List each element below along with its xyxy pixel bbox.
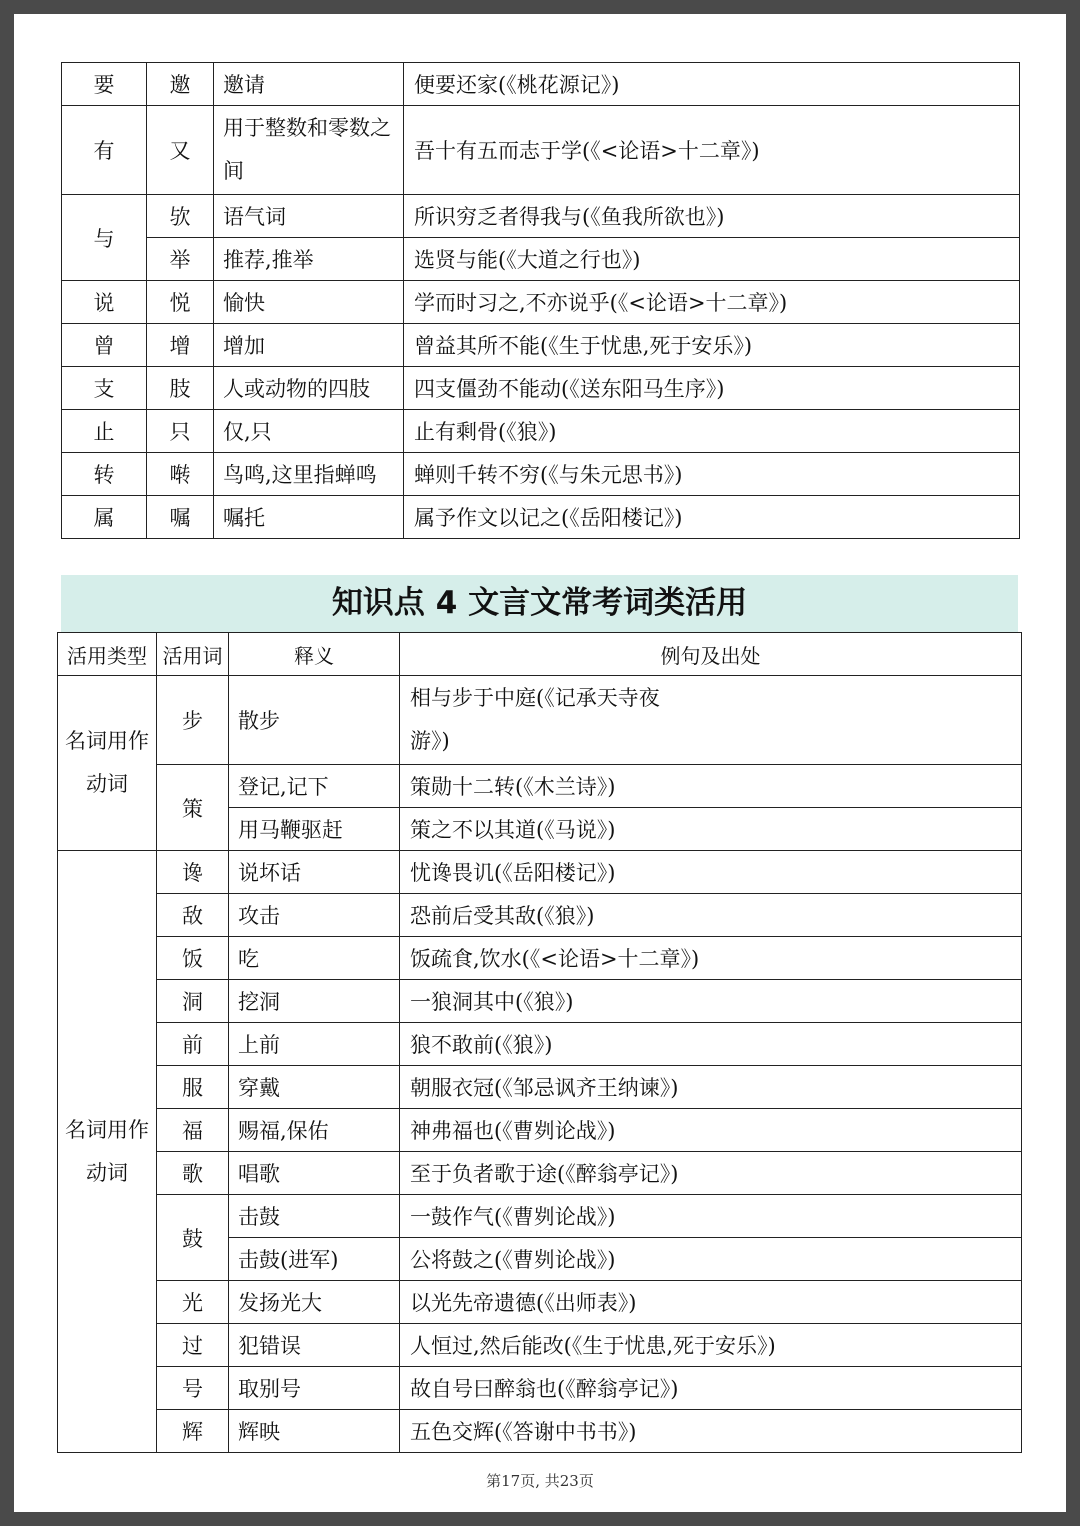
page-number: 第17页, 共23页 [486,1472,594,1490]
table-row [58,1152,1022,1195]
meaning-cell: 攻击 [229,894,400,937]
meaning-cell: 击鼓(进军) [229,1238,400,1281]
table-row [58,1023,1022,1066]
word-cell: 饭 [157,937,229,980]
example-cell: 属予作文以记之(《岳阳楼记》) [404,496,1020,539]
type-cell: 名词用作动词 [58,851,157,1453]
table-row [62,367,1020,410]
header-example: 例句及出处 [400,633,1022,676]
char-cell: 说 [62,281,147,324]
table-row [62,410,1020,453]
meaning-cell: 人或动物的四肢 [214,367,404,410]
tongjiazi-table [61,62,1020,539]
meaning-cell: 击鼓 [229,1195,400,1238]
meaning-cell: 增加 [214,324,404,367]
example-cell: 蝉则千转不穷(《与朱元思书》) [404,453,1020,496]
example-cell: 饭疏食,饮水(《<论语>十二章》) [400,937,1022,980]
table-row [62,106,1020,195]
example-cell: 五色交辉(《答谢中书书》) [400,1410,1022,1453]
example-cell: 四支僵劲不能动(《送东阳马生序》) [404,367,1020,410]
table-row [58,676,1022,765]
meaning-cell: 上前 [229,1023,400,1066]
table-row [58,1324,1022,1367]
header-word: 活用词 [157,633,229,676]
word-cell: 号 [157,1367,229,1410]
table-row [62,63,1020,106]
table-row [62,238,1020,281]
table-row [58,1410,1022,1453]
example-cell: 朝服衣冠(《邹忌讽齐王纳谏》) [400,1066,1022,1109]
example-cell: 故自号曰醉翁也(《醉翁亭记》) [400,1367,1022,1410]
meaning-cell: 挖洞 [229,980,400,1023]
example-cell: 策之不以其道(《马说》) [400,808,1022,851]
example-cell: 一鼓作气(《曹刿论战》) [400,1195,1022,1238]
table-row [58,1109,1022,1152]
meaning-cell: 登记,记下 [229,765,400,808]
tong-cell: 又 [147,106,214,195]
type-cell: 名词用作动词 [58,676,157,851]
example-cell: 曾益其所不能(《生于忧患,死于安乐》) [404,324,1020,367]
table-row [58,1281,1022,1324]
meaning-cell: 发扬光大 [229,1281,400,1324]
meaning-cell: 取别号 [229,1367,400,1410]
word-cell: 歌 [157,1152,229,1195]
example-cell: 至于负者歌于途(《醉翁亭记》) [400,1152,1022,1195]
example-cell: 策勋十二转(《木兰诗》) [400,765,1022,808]
word-cell: 过 [157,1324,229,1367]
char-cell: 属 [62,496,147,539]
tong-cell: 举 [147,238,214,281]
table-row [58,765,1022,808]
char-cell: 曾 [62,324,147,367]
table-row [58,1066,1022,1109]
example-cell: 止有剩骨(《狼》) [404,410,1020,453]
meaning-cell: 吃 [229,937,400,980]
tong-cell: 只 [147,410,214,453]
example-cell: 一狼洞其中(《狼》) [400,980,1022,1023]
word-cell: 策 [157,765,229,851]
table-row [62,496,1020,539]
meaning-cell: 鸟鸣,这里指蝉鸣 [214,453,404,496]
example-cell: 狼不敢前(《狼》) [400,1023,1022,1066]
table-row [58,980,1022,1023]
table-row [62,195,1020,238]
example-cell: 相与步于中庭(《记承天寺夜游》) [400,676,1022,765]
meaning-cell: 辉映 [229,1410,400,1453]
example-cell: 公将鼓之(《曹刿论战》) [400,1238,1022,1281]
table-header-row [58,633,1022,676]
word-cell: 鼓 [157,1195,229,1281]
meaning-cell: 说坏话 [229,851,400,894]
example-cell: 选贤与能(《大道之行也》) [404,238,1020,281]
example-cell: 以光先帝遗德(《出师表》) [400,1281,1022,1324]
header-meaning: 释义 [229,633,400,676]
word-cell: 福 [157,1109,229,1152]
example-cell: 吾十有五而志于学(《<论语>十二章》) [404,106,1020,195]
word-cell: 光 [157,1281,229,1324]
word-cell: 敌 [157,894,229,937]
meaning-cell: 嘱托 [214,496,404,539]
word-cell: 前 [157,1023,229,1066]
example-cell: 恐前后受其敌(《狼》) [400,894,1022,937]
example-cell: 忧谗畏讥(《岳阳楼记》) [400,851,1022,894]
table-row [62,281,1020,324]
header-type: 活用类型 [58,633,157,676]
tong-cell: 嘱 [147,496,214,539]
char-cell: 转 [62,453,147,496]
section-title: 知识点 4 文言文常考词类活用 [61,575,1018,632]
word-cell: 谗 [157,851,229,894]
char-cell: 要 [62,63,147,106]
char-cell: 支 [62,367,147,410]
example-cell: 人恒过,然后能改(《生于忧患,死于安乐》) [400,1324,1022,1367]
word-cell: 辉 [157,1410,229,1453]
meaning-cell: 用于整数和零数之间 [214,106,404,195]
meaning-cell: 犯错误 [229,1324,400,1367]
tong-cell: 啭 [147,453,214,496]
table-row [58,1367,1022,1410]
meaning-cell: 语气词 [214,195,404,238]
table-row [62,324,1020,367]
tong-cell: 邀 [147,63,214,106]
meaning-cell: 邀请 [214,63,404,106]
table-row [58,894,1022,937]
char-cell: 与 [62,195,147,281]
example-cell: 所识穷乏者得我与(《鱼我所欲也》) [404,195,1020,238]
tong-cell: 增 [147,324,214,367]
tong-cell: 欤 [147,195,214,238]
meaning-cell: 仅,只 [214,410,404,453]
meaning-cell: 愉快 [214,281,404,324]
table-row [58,1195,1022,1238]
meaning-cell: 赐福,保佑 [229,1109,400,1152]
meaning-cell: 用马鞭驱赶 [229,808,400,851]
table-row [58,937,1022,980]
char-cell: 有 [62,106,147,195]
char-cell: 止 [62,410,147,453]
document-page [14,14,1066,1512]
example-cell: 便要还家(《桃花源记》) [404,63,1020,106]
word-cell: 步 [157,676,229,765]
meaning-cell: 唱歌 [229,1152,400,1195]
tong-cell: 悦 [147,281,214,324]
meaning-cell: 散步 [229,676,400,765]
word-cell: 服 [157,1066,229,1109]
meaning-cell: 推荐,推举 [214,238,404,281]
tong-cell: 肢 [147,367,214,410]
table-row [62,453,1020,496]
example-cell: 学而时习之,不亦说乎(《<论语>十二章》) [404,281,1020,324]
word-cell: 洞 [157,980,229,1023]
example-cell: 神弗福也(《曹刿论战》) [400,1109,1022,1152]
word-class-table [57,632,1022,1453]
meaning-cell: 穿戴 [229,1066,400,1109]
table-row [58,851,1022,894]
